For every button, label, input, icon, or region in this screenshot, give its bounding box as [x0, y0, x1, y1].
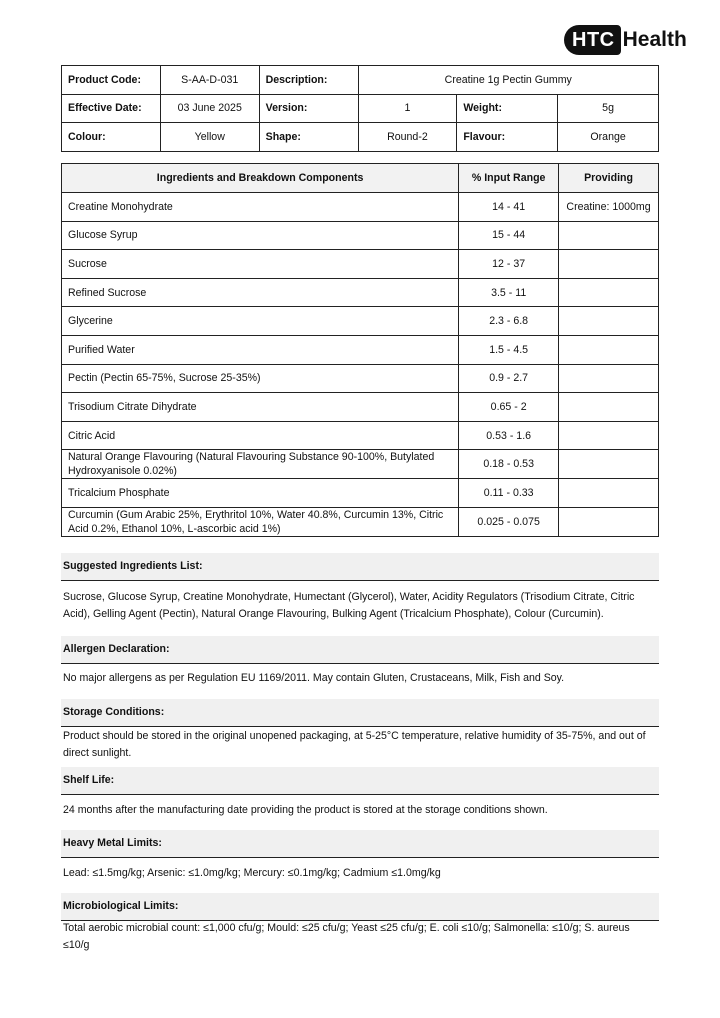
logo-wordmark: Health: [622, 28, 687, 51]
ingredient-name: Curcumin (Gum Arabic 25%, Erythritol 10%, Water 40.8%, Curcumin 13%, Citric Acid 0.2%, Ethanol 10%, L-ascorbic acid 1%): [62, 507, 459, 536]
ingredient-providing: [559, 221, 659, 250]
allergen-text: No major allergens as per Regulation EU 1169/2011. May contain Gluten, Crustaceans, Milk, Fish and Soy.: [63, 672, 565, 684]
ingredient-name: Natural Orange Flavouring (Natural Flavouring Substance 90-100%, Butylated Hydroxyanisole 0.02%): [62, 450, 459, 479]
ingredient-name: Glucose Syrup: [62, 221, 459, 250]
storage-heading: Storage Conditions:: [61, 699, 659, 727]
ingredient-row: [62, 421, 659, 450]
ingredient-row: [62, 450, 659, 479]
ingredient-name: Glycerine: [62, 307, 459, 336]
shape-label: Shape:: [259, 123, 358, 152]
description-value: Creatine 1g Pectin Gummy: [358, 66, 658, 95]
ingredient-providing: [559, 421, 659, 450]
ingredient-range: 2.3 - 6.8: [459, 307, 559, 336]
ingredient-row: [62, 278, 659, 307]
version-label: Version:: [259, 94, 358, 123]
description-label: Description:: [259, 66, 358, 95]
shelf-life-text: 24 months after the manufacturing date providing the product is stored at the storage conditions shown.: [63, 804, 548, 816]
ingredient-range: 0.65 - 2: [459, 393, 559, 422]
ingredients-header-range: % Input Range: [459, 164, 559, 193]
ingredient-range: 3.5 - 11: [459, 278, 559, 307]
heavy-metals-text: Lead: ≤1.5mg/kg; Arsenic: ≤1.0mg/kg; Mercury: ≤0.1mg/kg; Cadmium ≤1.0mg/kg: [63, 867, 441, 879]
allergen-heading: Allergen Declaration:: [61, 636, 659, 664]
ingredient-providing: [559, 393, 659, 422]
ingredient-name: Trisodium Citrate Dihydrate: [62, 393, 459, 422]
shelf-life-heading: Shelf Life:: [61, 767, 659, 795]
ingredient-range: 15 - 44: [459, 221, 559, 250]
ingredient-name: Purified Water: [62, 335, 459, 364]
ingredient-row: [62, 479, 659, 508]
weight-label: Weight:: [457, 94, 558, 123]
ingredient-range: 0.025 - 0.075: [459, 507, 559, 536]
flavour-value: Orange: [558, 123, 659, 152]
ingredient-providing: Creatine: 1000mg: [559, 193, 659, 222]
flavour-label: Flavour:: [457, 123, 558, 152]
ingredient-range: 14 - 41: [459, 193, 559, 222]
ingredient-providing: [559, 307, 659, 336]
effective-date-value: 03 June 2025: [160, 94, 259, 123]
ingredient-providing: [559, 450, 659, 479]
colour-value: Yellow: [160, 123, 259, 152]
ingredient-row: [62, 221, 659, 250]
suggested-ingredients-text: Sucrose, Glucose Syrup, Creatine Monohydrate, Humectant (Glycerol), Water, Acidity Regulators (Trisodium Citrate, Citric Acid), Gelling Agent (Pectin), Natural Orange Flavouring, Bulking Agent (Tricalcium Phosphate), Colour (Curcumin).: [63, 591, 635, 620]
ingredient-range: 12 - 37: [459, 250, 559, 279]
ingredient-row: [62, 364, 659, 393]
colour-label: Colour:: [62, 123, 161, 152]
ingredients-header-providing: Providing: [559, 164, 659, 193]
ingredient-providing: [559, 364, 659, 393]
ingredient-name: Creatine Monohydrate: [62, 193, 459, 222]
product-info-table: [61, 65, 659, 152]
logo-mark: HTC: [564, 25, 621, 55]
ingredient-name: Tricalcium Phosphate: [62, 479, 459, 508]
ingredient-name: Sucrose: [62, 250, 459, 279]
ingredient-row: [62, 307, 659, 336]
ingredient-row: [62, 250, 659, 279]
shape-value: Round-2: [358, 123, 457, 152]
ingredient-name: Pectin (Pectin 65-75%, Sucrose 25-35%): [62, 364, 459, 393]
ingredient-range: 0.18 - 0.53: [459, 450, 559, 479]
ingredient-name: Citric Acid: [62, 421, 459, 450]
brand-logo: [564, 25, 687, 55]
ingredient-providing: [559, 335, 659, 364]
ingredient-range: 0.53 - 1.6: [459, 421, 559, 450]
storage-text: Product should be stored in the original unopened packaging, at 5-25°C temperature, relative humidity of 35-75%, and out of direct sunlight.: [63, 730, 646, 759]
ingredient-providing: [559, 479, 659, 508]
ingredients-table: [61, 163, 659, 537]
product-code-label: Product Code:: [62, 66, 161, 95]
ingredient-range: 0.11 - 0.33: [459, 479, 559, 508]
ingredient-name: Refined Sucrose: [62, 278, 459, 307]
ingredient-row: [62, 393, 659, 422]
ingredient-row: [62, 193, 659, 222]
ingredient-providing: [559, 507, 659, 536]
microbiological-heading: Microbiological Limits:: [61, 893, 659, 921]
ingredient-range: 1.5 - 4.5: [459, 335, 559, 364]
ingredient-providing: [559, 278, 659, 307]
ingredients-header-name: Ingredients and Breakdown Components: [62, 164, 459, 193]
ingredient-providing: [559, 250, 659, 279]
product-code-value: S-AA-D-031: [160, 66, 259, 95]
effective-date-label: Effective Date:: [62, 94, 161, 123]
ingredient-row: [62, 335, 659, 364]
version-value: 1: [358, 94, 457, 123]
ingredient-row: [62, 507, 659, 536]
suggested-ingredients-heading: Suggested Ingredients List:: [61, 553, 659, 581]
ingredient-range: 0.9 - 2.7: [459, 364, 559, 393]
ingredients-rows: [62, 193, 659, 537]
heavy-metals-heading: Heavy Metal Limits:: [61, 830, 659, 858]
microbiological-text: Total aerobic microbial count: ≤1,000 cfu/g; Mould: ≤25 cfu/g; Yeast ≤25 cfu/g; E. coli ≤10/g; Salmonella: ≤10/g; S. aureus ≤10/g: [63, 922, 630, 951]
weight-value: 5g: [558, 94, 659, 123]
